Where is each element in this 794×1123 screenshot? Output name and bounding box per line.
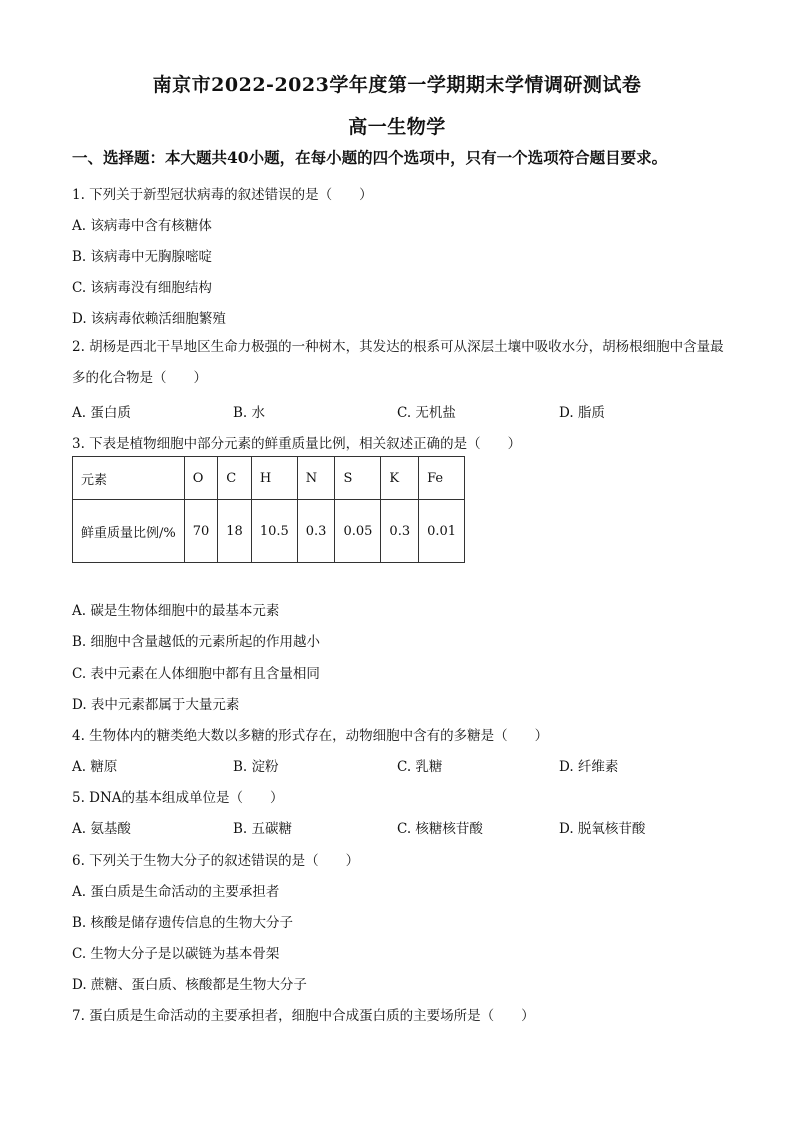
table-cell: 10.5 (251, 500, 297, 563)
question-6-option-d: D. 蔗糖、蛋白质、核酸都是生物大分子 (72, 977, 307, 993)
question-6-option-c: C. 生物大分子是以碳链为基本骨架 (72, 946, 280, 962)
question-7-stem: 7. 蛋白质是生命活动的主要承担者，细胞中合成蛋白质的主要场所是（ ） (72, 1008, 535, 1024)
question-5-stem: 5. DNA的基本组成单位是（ ） (72, 790, 284, 806)
table-cell: O (184, 457, 218, 500)
question-3-option-b: B. 细胞中含量越低的元素所起的作用越小 (72, 634, 321, 650)
question-4-option-b: B. 淀粉 (233, 759, 279, 775)
question-1-option-c: C. 该病毒没有细胞结构 (72, 280, 212, 296)
question-4-stem: 4. 生物体内的糖类绝大数以多糖的形式存在，动物细胞中含有的多糖是（ ） (72, 728, 549, 744)
table-header-row (73, 457, 465, 500)
question-3-option-a: A. 碳是生物体细胞中的最基本元素 (72, 603, 280, 619)
table-cell: Fe (419, 457, 465, 500)
question-2-option-a: A. 蛋白质 (72, 405, 131, 421)
question-1-stem: 1. 下列关于新型冠状病毒的叙述错误的是（ ） (72, 187, 373, 203)
table-cell: 18 (218, 500, 252, 563)
question-4-option-d: D. 纤维素 (559, 759, 619, 775)
table-cell: 0.05 (335, 500, 381, 563)
table-cell: H (251, 457, 297, 500)
question-4-option-a: A. 糖原 (72, 759, 118, 775)
element-ratio-table (72, 456, 465, 563)
table-cell: 0.3 (381, 500, 419, 563)
table-cell: 鲜重质量比例/% (73, 500, 185, 563)
table-row (73, 500, 465, 563)
question-6-option-b: B. 核酸是储存遗传信息的生物大分子 (72, 915, 294, 931)
question-2-option-b: B. 水 (233, 405, 266, 421)
question-4-option-c: C. 乳糖 (397, 759, 443, 775)
table-cell: N (297, 457, 335, 500)
table-cell: 70 (184, 500, 218, 563)
question-2-option-c: C. 无机盐 (397, 405, 456, 421)
question-5-option-a: A. 氨基酸 (72, 821, 131, 837)
question-3-option-c: C. 表中元素在人体细胞中都有且含量相同 (72, 666, 320, 682)
table-cell: S (335, 457, 381, 500)
question-1-option-a: A. 该病毒中含有核糖体 (72, 218, 212, 234)
question-5-option-d: D. 脱氧核苷酸 (559, 821, 646, 837)
section-heading: 一、选择题：本大题共40小题，在每小题的四个选项中，只有一个选项符合题目要求。 (72, 148, 668, 167)
question-3-option-d: D. 表中元素都属于大量元素 (72, 697, 240, 713)
question-5-option-b: B. 五碳糖 (233, 821, 293, 837)
question-2-stem: 2. 胡杨是西北干旱地区生命力极强的一种树木，其发达的根系可从深层土壤中吸收水分，胡杨根细胞中含量最多的化合物是（ ） (72, 339, 724, 386)
table-cell: 0.01 (419, 500, 465, 563)
exam-title: 南京市2022-2023学年度第一学期期末学情调研测试卷 (152, 74, 642, 96)
question-6-option-a: A. 蛋白质是生命活动的主要承担者 (72, 884, 280, 900)
exam-subtitle: 高一生物学 (348, 116, 446, 138)
question-2-option-d: D. 脂质 (559, 405, 605, 421)
table-cell: 0.3 (297, 500, 335, 563)
question-1-option-b: B. 该病毒中无胸腺嘧啶 (72, 249, 213, 265)
table-cell: C (218, 457, 252, 500)
table-cell: K (381, 457, 419, 500)
question-1-option-d: D. 该病毒依赖活细胞繁殖 (72, 311, 226, 327)
table-cell: 元素 (73, 457, 185, 500)
question-6-stem: 6. 下列关于生物大分子的叙述错误的是（ ） (72, 853, 360, 869)
question-3-stem: 3. 下表是植物细胞中部分元素的鲜重质量比例，相关叙述正确的是（ ） (72, 436, 522, 452)
question-5-option-c: C. 核糖核苷酸 (397, 821, 483, 837)
